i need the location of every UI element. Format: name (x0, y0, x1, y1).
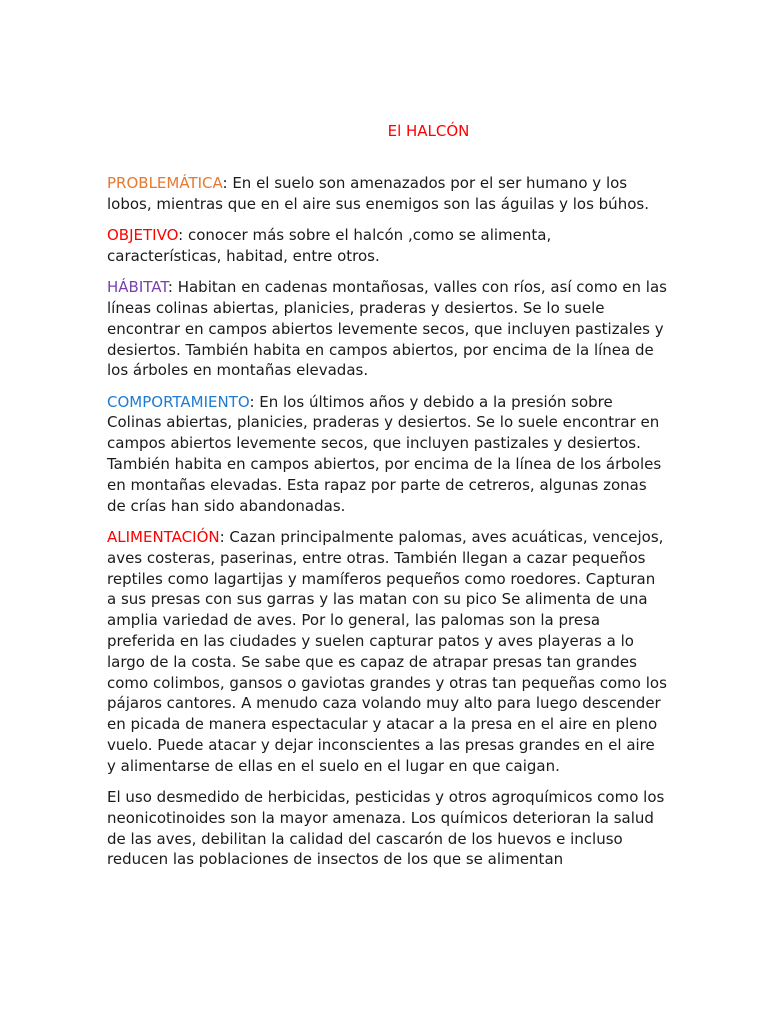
paragraph-comportamiento (107, 392, 667, 517)
paragraph-objetivo (107, 225, 667, 267)
label-problematica: PROBLEMÁTICA (107, 174, 223, 192)
label-habitat: HÁBITAT (107, 278, 168, 297)
text-objetivo: : conocer más sobre el halcón ,como se alimenta, características, habitad, entre otros. (107, 226, 552, 265)
paragraph-habitat (107, 277, 667, 381)
label-alimentacion: ALIMENTACIÓN (107, 527, 220, 546)
paragraph-alimentacion (107, 527, 667, 777)
text-comportamiento: : En los últimos años y debido a la presión sobre Colinas abiertas, planicies, praderas y desiertos. Se lo suele encontrar en campos abiertos levemente secos, que incluyen pastizales y desiertos. También habita en campos abiertos, por encima de la línea de los árboles en montañas elevadas. Esta rapaz por parte de cetreros, algunas zonas de crías han sido abandonadas. (107, 392, 662, 515)
paragraph-amenaza (107, 787, 667, 870)
document-body (107, 173, 667, 881)
paragraph-problematica (107, 173, 667, 215)
text-amenaza: El uso desmedido de herbicidas, pesticidas y otros agroquímicos como los neonicotinoides son la mayor amenaza. Los químicos deterioran la salud de las aves, debilitan la calidad del cascarón de los huevos e incluso reducen las poblaciones de insectos de los que se alimentan (107, 788, 665, 869)
text-problematica: : En el suelo son amenazados por el ser humano y los lobos, mientras que en el aire sus enemigos son las águilas y los búhos. (107, 174, 649, 213)
document-title: El HALCÓN (387, 122, 470, 140)
text-habitat: : Habitan en cadenas montañosas, valles con ríos, así como en las líneas colinas abiertas, planicies, praderas y desiertos. Se lo suele encontrar en campos abiertos levemente secos, que incluyen pastizales y desiertos. También habita en campos abiertos, por encima de la línea de los árboles en montañas elevadas. (107, 278, 667, 380)
label-comportamiento: COMPORTAMIENTO (107, 392, 250, 411)
text-alimentacion: : Cazan principalmente palomas, aves acuáticas, vencejos, aves costeras, paserinas, entre otras. También llegan a cazar pequeños reptiles como lagartijas y mamíferos pequeños como roedores. Capturan a sus presas con sus garras y las matan con su pico Se alimenta de una amplia variedad de aves. Por lo general, las palomas son la presa preferida en las ciudades y suelen capturar patos y aves playeras a lo largo de la costa. Se sabe que es capaz de atrapar presas tan grandes como colimbos, gansos o gaviotas grandes y otras tan pequeñas como los pájaros cantores. A menudo caza volando muy alto para luego descender en picada de manera espectacular y atacar a la presa en el aire en pleno vuelo. Puede atacar y dejar inconscientes a las presas grandes en el aire y alimentarse de ellas en el suelo en el lugar en que caigan. (107, 527, 667, 775)
label-objetivo: OBJETIVO (107, 226, 179, 245)
